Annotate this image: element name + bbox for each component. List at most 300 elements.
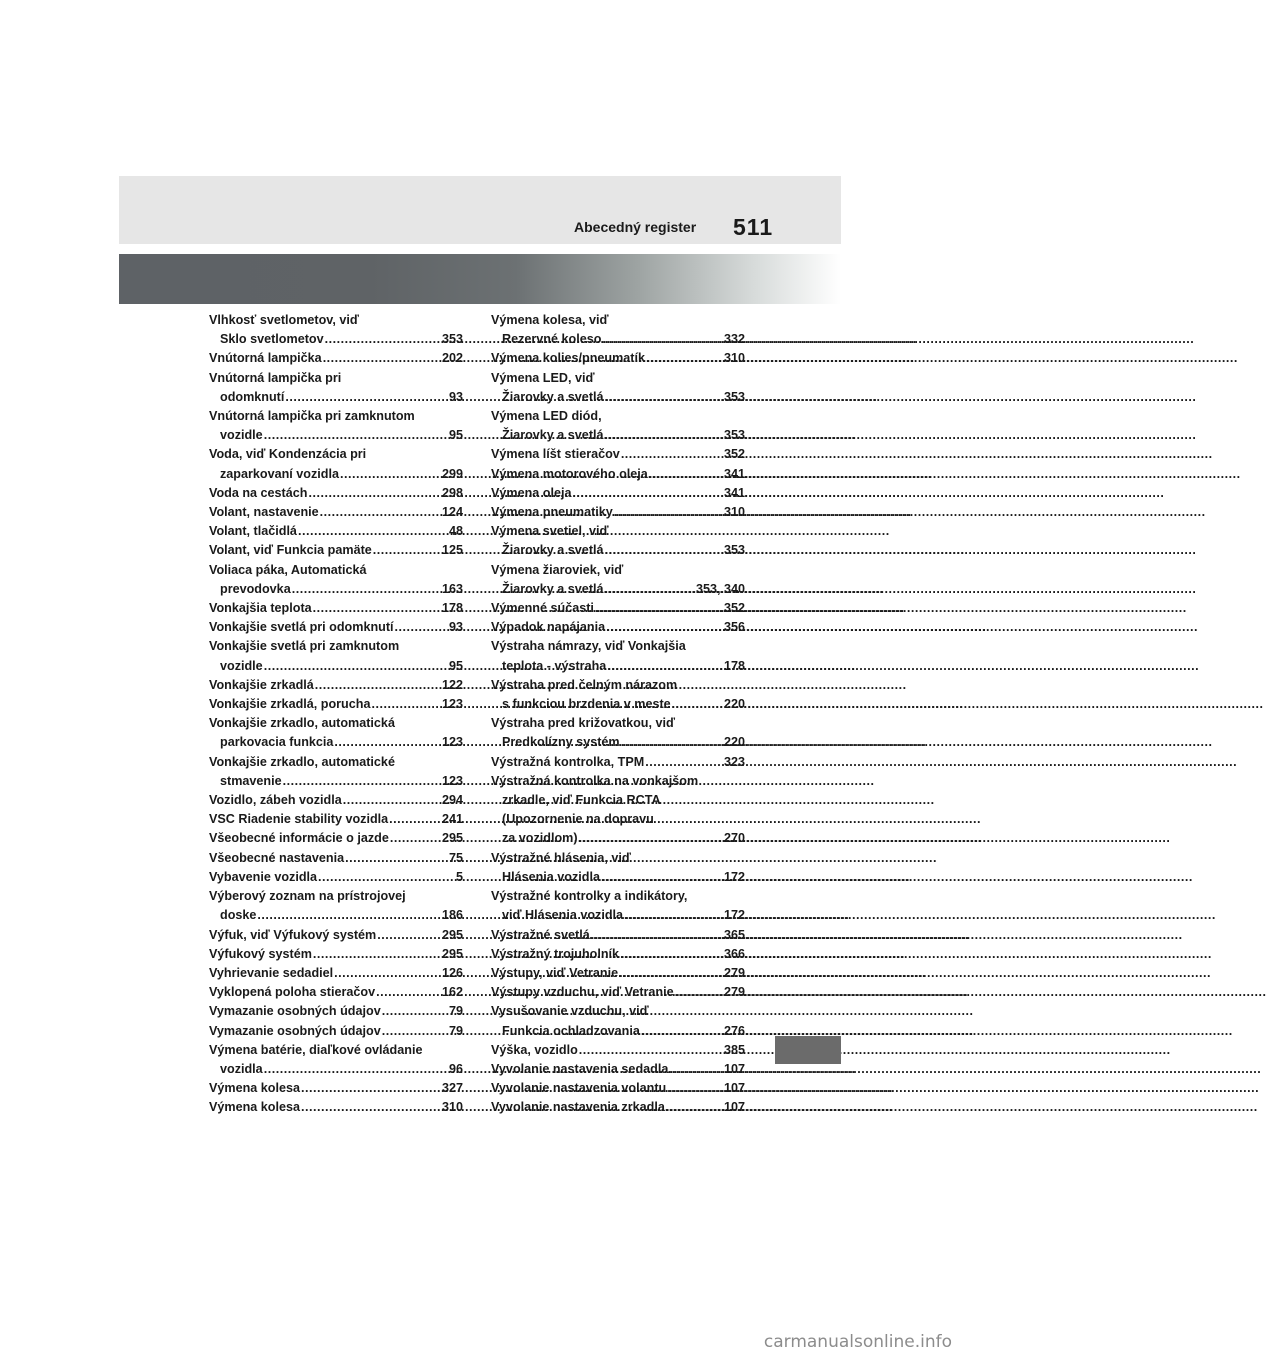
- index-term: Výstražné kontrolky a indikátory,: [491, 889, 688, 904]
- dot-leader: [377, 926, 441, 945]
- index-entry: [209, 407, 463, 445]
- page-reference: 107: [723, 1100, 745, 1115]
- index-entry: [209, 695, 463, 714]
- index-term: Vonkajšie svetlá pri zamknutom: [209, 639, 400, 654]
- index-entry-line: [209, 1098, 463, 1117]
- index-entry-line: [491, 983, 745, 1002]
- dot-leader: [649, 465, 723, 484]
- page-reference: 172: [723, 869, 745, 884]
- index-term: Výmena LED, viď: [491, 370, 595, 385]
- index-entry-line: [209, 964, 463, 983]
- index-term: vozidle: [220, 658, 263, 673]
- page-reference: 126: [441, 965, 463, 980]
- index-entry-line: [209, 541, 463, 560]
- watermark: carmanualsonline.info: [763, 1332, 952, 1352]
- index-entry-line: [491, 445, 745, 464]
- index-entry-line: [491, 369, 745, 388]
- index-term: Volant, viď Funkcia pamäte: [209, 543, 372, 558]
- index-term: Rezervné koleso: [502, 332, 602, 347]
- dot-leader: [595, 599, 723, 618]
- index-entry-line: [209, 714, 463, 733]
- index-term: Volant, tlačidlá: [209, 524, 297, 539]
- index-entry-line: [491, 964, 745, 983]
- page-reference: 122: [441, 677, 463, 692]
- index-entry: [209, 369, 463, 407]
- page-reference: 95: [448, 658, 463, 673]
- dot-leader: [601, 868, 723, 887]
- index-entry-line: [491, 926, 745, 945]
- chapter-tab-marker: [775, 1036, 841, 1064]
- index-term: viď Hlásenia vozidla: [502, 908, 624, 923]
- dot-leader: [313, 945, 441, 964]
- index-entry: [209, 637, 463, 675]
- index-entry-line: [209, 522, 463, 541]
- page-reference: 295: [441, 831, 463, 846]
- index-term: prevodovka: [220, 581, 291, 596]
- index-term: Výstražná kontrolka na vonkajšom: [491, 773, 699, 788]
- index-entry-line: [209, 1022, 463, 1041]
- index-entry-line: [209, 657, 463, 676]
- page-reference: 341: [723, 485, 745, 500]
- dot-leader: [325, 330, 441, 349]
- index-term: Výstupy, viď Vetranie: [491, 965, 619, 980]
- index-entry-line: [209, 849, 463, 868]
- page-reference: 310: [723, 351, 745, 366]
- dot-leader: [675, 983, 723, 1002]
- index-term: Žiarovky a svetlá: [502, 543, 604, 558]
- page-reference: 353, 340: [695, 581, 745, 596]
- index-entry-line: [491, 599, 745, 618]
- index-entry-line: [491, 906, 745, 925]
- index-entry-line: [209, 791, 463, 810]
- index-entry: [491, 714, 745, 752]
- index-entry: [209, 964, 463, 983]
- page-reference: 93: [448, 620, 463, 635]
- dot-leader: [320, 503, 441, 522]
- index-entry-line: [491, 388, 745, 407]
- dot-leader: [340, 465, 441, 484]
- page-reference: 270: [723, 831, 745, 846]
- index-term: Vnútorná lampička: [209, 351, 322, 366]
- index-entry-line: [209, 407, 463, 426]
- index-entry-line: [209, 695, 463, 714]
- page-reference: 178: [441, 601, 463, 616]
- index-term: Výstražný trojuholník: [491, 946, 620, 961]
- index-entry: [491, 599, 745, 618]
- dot-leader: [371, 695, 441, 714]
- index-entry: [209, 1041, 463, 1079]
- page-reference: 279: [723, 985, 745, 1000]
- page-reference: 295: [441, 946, 463, 961]
- dot-leader: [382, 1002, 448, 1021]
- dot-leader: [318, 868, 455, 887]
- dot-leader: [345, 849, 448, 868]
- index-term: Voda na cestách: [209, 485, 308, 500]
- dot-leader: [292, 580, 441, 599]
- index-entry: [209, 618, 463, 637]
- dot-leader: [390, 829, 441, 848]
- index-entry-line: [209, 753, 463, 772]
- index-term: Výfukový systém: [209, 946, 312, 961]
- index-entry-line: [209, 772, 463, 791]
- index-entry-line: [491, 810, 745, 829]
- index-entry-line: [491, 868, 745, 887]
- index-column-left: [209, 311, 463, 1118]
- index-term: Výmena pneumatiky: [491, 505, 613, 520]
- index-entry-line: [491, 522, 745, 541]
- index-entry-line: [491, 330, 745, 349]
- index-entry-line: [491, 465, 745, 484]
- index-term: Vyvolanie nastavenia zrkadla: [491, 1100, 665, 1115]
- index-entry: [491, 465, 745, 484]
- page-reference: 220: [723, 735, 745, 750]
- index-term: Hlásenia vozidla: [502, 869, 600, 884]
- index-entry: [491, 1041, 745, 1060]
- dot-leader: [264, 1060, 448, 1079]
- dot-leader: [301, 1079, 441, 1098]
- index-entry-line: [209, 580, 463, 599]
- index-entry-line: [491, 849, 745, 868]
- dot-leader: [605, 426, 723, 445]
- dot-leader: [646, 349, 723, 368]
- dot-leader: [264, 426, 448, 445]
- dot-leader: [373, 541, 441, 560]
- dot-leader: [607, 657, 723, 676]
- index-entry-line: [209, 561, 463, 580]
- index-entry: [491, 887, 745, 925]
- dot-leader: [389, 810, 441, 829]
- dot-leader: [619, 964, 723, 983]
- index-term: Vysušovanie vzduchu, viď: [491, 1004, 649, 1019]
- index-term: Vonkajšie svetlá pri odomknutí: [209, 620, 394, 635]
- dot-leader: [382, 1022, 448, 1041]
- index-entry-line: [209, 983, 463, 1002]
- index-entry-line: [209, 484, 463, 503]
- index-entry-line: [209, 1079, 463, 1098]
- index-term: Výstražná kontrolka, TPM: [491, 754, 645, 769]
- dot-leader: [573, 484, 723, 503]
- page-reference: 241: [441, 812, 463, 827]
- page-reference: 327: [441, 1081, 463, 1096]
- index-term: Výstražné svetlá: [491, 927, 590, 942]
- index-entry: [491, 561, 745, 599]
- index-term: Voliaca páka, Automatická: [209, 562, 367, 577]
- index-entry-line: [491, 426, 745, 445]
- index-entry: [491, 349, 745, 368]
- page-reference: 365: [723, 927, 745, 942]
- index-entry-line: [209, 1041, 463, 1060]
- index-term: Volant, nastavenie: [209, 505, 319, 520]
- index-term: Výmena motorového oleja: [491, 466, 648, 481]
- index-entry: [491, 849, 745, 887]
- index-entry-line: [209, 733, 463, 752]
- index-entry: [209, 445, 463, 483]
- page-reference: 162: [441, 985, 463, 1000]
- index-entry-line: [491, 945, 745, 964]
- index-entry: [209, 541, 463, 560]
- dot-leader: [591, 926, 723, 945]
- page-reference: 332: [723, 332, 745, 347]
- index-term: Vnútorná lampička pri zamknutom: [209, 409, 415, 424]
- index-term: stmavenie: [220, 773, 282, 788]
- page-reference: 5: [455, 869, 463, 884]
- dot-leader: [605, 541, 723, 560]
- page-reference: 310: [723, 505, 745, 520]
- index-entry: [209, 1022, 463, 1041]
- index-column-right: [491, 311, 745, 1118]
- index-entry: [209, 753, 463, 791]
- index-entry-line: [491, 1002, 745, 1021]
- index-entry: [491, 1002, 745, 1040]
- dot-leader: [666, 1098, 723, 1117]
- index-term: Výmenné súčasti: [491, 601, 594, 616]
- decorative-gradient-band: [119, 254, 841, 304]
- index-entry: [209, 868, 463, 887]
- page-reference: 220: [723, 697, 745, 712]
- index-entry-line: [491, 561, 745, 580]
- index-term: Všeobecné nastavenia: [209, 850, 345, 865]
- index-entry: [491, 484, 745, 503]
- page-reference: 178: [723, 658, 745, 673]
- page-reference: 352: [723, 447, 745, 462]
- index-term: Žiarovky a svetlá: [502, 428, 604, 443]
- index-term: Žiarovky a svetlá: [502, 581, 604, 596]
- page-reference: 353: [723, 389, 745, 404]
- index-entry: [491, 503, 745, 522]
- page-reference: 353: [441, 332, 463, 347]
- index-term: Výška, vozidlo: [491, 1042, 578, 1057]
- page-reference: 107: [723, 1061, 745, 1076]
- index-entry-line: [491, 753, 745, 772]
- index-entry: [491, 369, 745, 407]
- index-term: teplota - výstraha: [502, 658, 607, 673]
- index-entry-line: [209, 945, 463, 964]
- index-entry: [491, 983, 745, 1002]
- page-reference: 202: [441, 351, 463, 366]
- index-entry-line: [491, 637, 745, 656]
- dot-leader: [641, 1022, 723, 1041]
- dot-leader: [334, 964, 441, 983]
- index-term: Vonkajšie zrkadlo, automatická: [209, 716, 395, 731]
- index-entry: [209, 503, 463, 522]
- index-term: odomknutí: [220, 389, 285, 404]
- index-entry-line: [209, 330, 463, 349]
- page-reference: 295: [441, 927, 463, 942]
- index-entry-line: [209, 676, 463, 695]
- index-term: Vozidlo, zábeh vozidla: [209, 793, 342, 808]
- index-term: Predkolízny systém: [502, 735, 620, 750]
- index-term: Sklo svetlometov: [220, 332, 324, 347]
- index-entry: [491, 407, 745, 445]
- page-reference: 186: [441, 908, 463, 923]
- index-entry-line: [209, 426, 463, 445]
- dot-leader: [579, 829, 723, 848]
- index-term: zrkadle, viď Funkcia RCTA: [502, 793, 661, 808]
- index-term: vozidle: [220, 428, 263, 443]
- index-entry-line: [209, 369, 463, 388]
- index-entry: [209, 599, 463, 618]
- index-entry-line: [209, 445, 463, 464]
- dot-leader: [621, 445, 723, 464]
- index-term: doske: [220, 908, 257, 923]
- index-entry-line: [209, 1002, 463, 1021]
- index-term: Výfuk, viď Výfukový systém: [209, 927, 377, 942]
- index-term: Výmena kolesa: [209, 1100, 301, 1115]
- index-entry-line: [209, 311, 463, 330]
- index-term: Výmena svetiel, viď: [491, 524, 609, 539]
- page-reference: 123: [441, 773, 463, 788]
- index-entry: [491, 1060, 745, 1079]
- index-term: Voda, viď Kondenzácia pri: [209, 447, 367, 462]
- dot-leader: [285, 388, 448, 407]
- index-entry: [491, 772, 745, 849]
- index-entry: [209, 484, 463, 503]
- page-reference: 48: [448, 524, 463, 539]
- page-reference: 123: [441, 735, 463, 750]
- index-term: Vyklopená poloha stieračov: [209, 985, 376, 1000]
- index-term: Výstraha námrazy, viď Vonkajšia: [491, 639, 686, 654]
- index-entry-line: [209, 349, 463, 368]
- index-term: vozidla: [220, 1061, 263, 1076]
- index-entry-line: [209, 829, 463, 848]
- index-term: Výpadok napájania: [491, 620, 606, 635]
- index-entry: [209, 849, 463, 868]
- index-entry-line: [491, 311, 745, 330]
- index-entry: [491, 1079, 745, 1098]
- dot-leader: [667, 1079, 723, 1098]
- index-term: Výmena LED diód,: [491, 409, 602, 424]
- dot-leader: [606, 618, 723, 637]
- index-entry-line: [491, 714, 745, 733]
- page-reference: 352: [723, 601, 745, 616]
- page-reference: 107: [723, 1081, 745, 1096]
- index-entry-line: [491, 1041, 745, 1060]
- index-entry-line: [491, 829, 745, 848]
- index-term: Vyvolanie nastavenia sedadla: [491, 1061, 669, 1076]
- index-entry: [209, 1002, 463, 1021]
- dot-leader: [614, 503, 723, 522]
- index-term: Vybavenie vozidla: [209, 869, 318, 884]
- section-title: Abecedný register: [574, 219, 697, 235]
- page-reference: 279: [723, 965, 745, 980]
- dot-leader: [605, 580, 695, 599]
- index-term: Vonkajšie zrkadlá: [209, 677, 314, 692]
- index-entry: [491, 964, 745, 983]
- index-term: Výmena kolesa, viď: [491, 313, 609, 327]
- index-term: Vonkajšie zrkadlá, porucha: [209, 697, 371, 712]
- index-term: Výberový zoznam na prístrojovej: [209, 889, 406, 904]
- index-entry: [209, 311, 463, 349]
- index-term: Vnútorná lampička pri: [209, 370, 342, 385]
- index-entry-line: [491, 676, 745, 695]
- index-term: Výmena kolies/pneumatík: [491, 351, 645, 366]
- index-term: zaparkovaní vozidla: [220, 466, 339, 481]
- index-entry: [209, 983, 463, 1002]
- dot-leader: [334, 733, 441, 752]
- page-reference: 75: [448, 850, 463, 865]
- index-term: VSC Riadenie stability vozidla: [209, 812, 389, 827]
- dot-leader: [620, 945, 723, 964]
- index-entry-line: [491, 733, 745, 752]
- index-entry-line: [209, 465, 463, 484]
- index-term: Vymazanie osobných údajov: [209, 1004, 381, 1019]
- dot-leader: [621, 733, 723, 752]
- dot-leader: [395, 618, 448, 637]
- index-entry-line: [209, 1060, 463, 1079]
- page-reference: 172: [723, 908, 745, 923]
- dot-leader: [624, 906, 723, 925]
- page-number: 511: [733, 214, 774, 240]
- index-term: Výstraha pred čelným nárazom: [491, 677, 678, 692]
- dot-leader: [669, 1060, 723, 1079]
- dot-leader: [376, 983, 441, 1002]
- page-reference: 276: [723, 1023, 745, 1038]
- index-term: Výmena žiaroviek, viď: [491, 562, 624, 577]
- dot-leader: [308, 484, 441, 503]
- index-entry-line: [491, 484, 745, 503]
- index-term: za vozidlom): [502, 831, 578, 846]
- index-term: parkovacia funkcia: [220, 735, 334, 750]
- page-reference: 124: [441, 505, 463, 520]
- dot-leader: [645, 753, 723, 772]
- index-term: Výstraha pred križovatkou, viď: [491, 716, 676, 731]
- dot-leader: [602, 330, 723, 349]
- index-entry: [209, 887, 463, 925]
- index-entry: [491, 753, 745, 772]
- index-entry-line: [491, 1022, 745, 1041]
- index-entry: [491, 637, 745, 675]
- index-entry: [491, 926, 745, 945]
- index-term: Výstražné hlásenia, viď: [491, 850, 631, 865]
- page-reference: 95: [448, 428, 463, 443]
- page-reference: 298: [441, 485, 463, 500]
- index-term: Výmena batérie, diaľkové ovládanie: [209, 1042, 423, 1057]
- index-term: Vonkajšie zrkadlo, automatické: [209, 754, 395, 769]
- index-entry-line: [491, 503, 745, 522]
- index-term: s funkciou brzdenia v meste: [502, 697, 671, 712]
- index-entry: [209, 714, 463, 752]
- index-entry-line: [491, 657, 745, 676]
- index-term: Vlhkosť svetlometov, viď: [209, 313, 359, 327]
- index-entry: [209, 945, 463, 964]
- page-reference: 294: [441, 793, 463, 808]
- index-entry-line: [209, 926, 463, 945]
- index-term: Funkcia ochladzovania: [502, 1023, 640, 1038]
- dot-leader: [323, 349, 441, 368]
- index-entry: [209, 829, 463, 848]
- index-entry-line: [491, 1098, 745, 1117]
- page-reference: 123: [441, 697, 463, 712]
- index-entry: [491, 676, 745, 714]
- index-entry: [209, 1098, 463, 1117]
- index-entry: [491, 1098, 745, 1117]
- page-reference: 341: [723, 466, 745, 481]
- dot-leader: [343, 791, 441, 810]
- index-entry-line: [209, 618, 463, 637]
- index-entry: [209, 561, 463, 599]
- dot-leader: [672, 695, 723, 714]
- page-reference: 79: [448, 1004, 463, 1019]
- index-entry: [209, 791, 463, 810]
- page-reference: 163: [441, 581, 463, 596]
- index-term: Žiarovky a svetlá: [502, 389, 604, 404]
- page-reference: 385: [723, 1042, 745, 1057]
- index-entry-line: [491, 541, 745, 560]
- index-entry-line: [491, 349, 745, 368]
- index-entry-line: [209, 599, 463, 618]
- index-entry-line: [209, 868, 463, 887]
- page-reference: 96: [448, 1061, 463, 1076]
